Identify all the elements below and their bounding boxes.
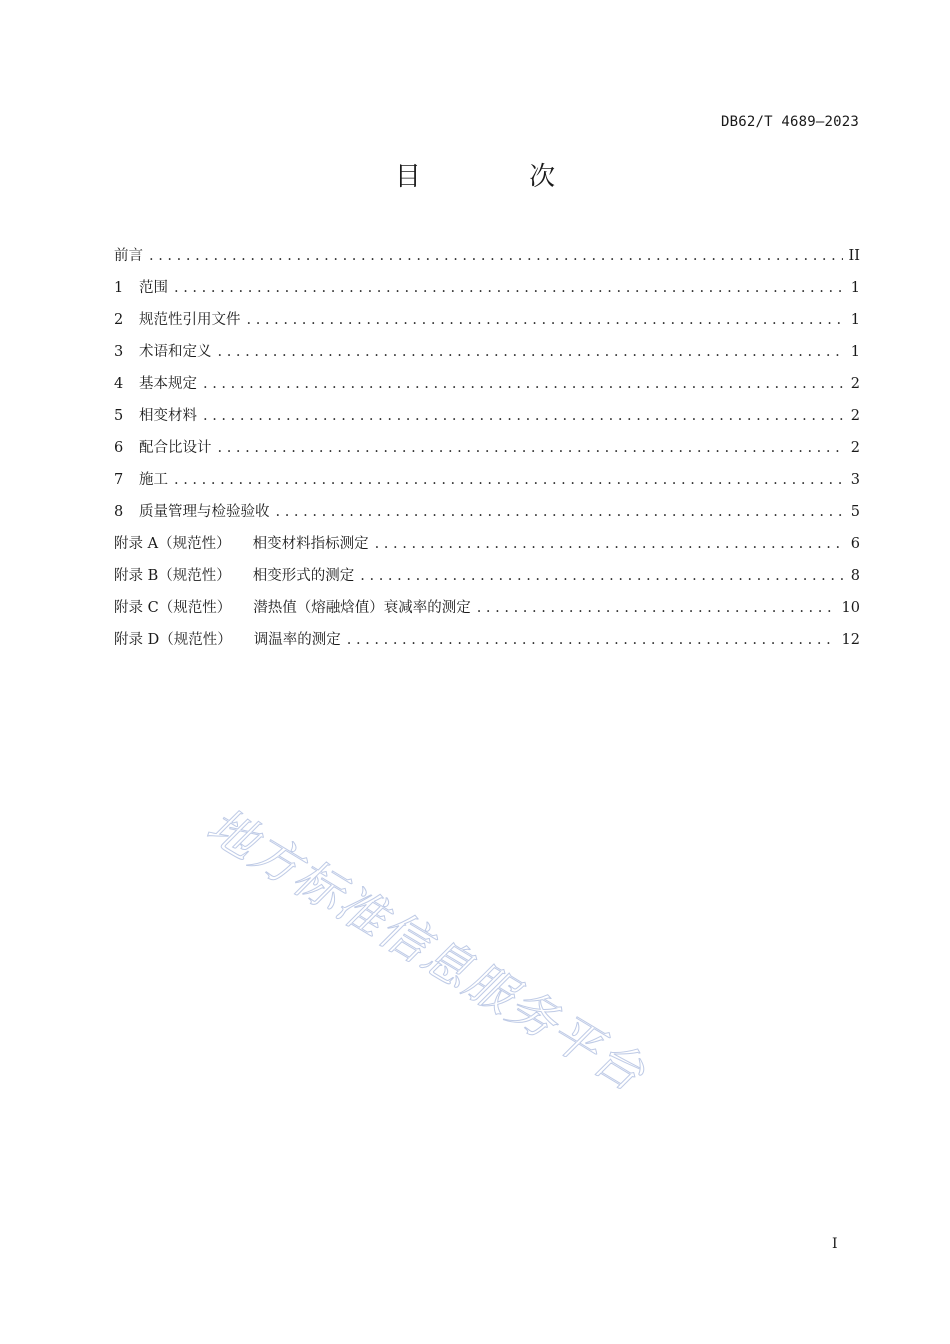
- toc-appendix-prefix: 附录 B（规范性）: [114, 568, 231, 584]
- toc-entry-number: 6: [114, 440, 124, 456]
- page-number: I: [832, 1236, 838, 1252]
- toc-dot-leader: [203, 372, 845, 396]
- toc-entry-label: 术语和定义: [139, 344, 212, 360]
- toc-entry-page: 2: [850, 376, 860, 392]
- toc-entry-number: 4: [114, 376, 124, 392]
- toc-entry-number: 7: [114, 472, 124, 488]
- standard-code: DB62/T 4689—2023: [720, 114, 859, 130]
- watermark: 地方标准信息服务平台: [197, 797, 655, 1103]
- toc-appendix-prefix: 附录 D（规范性）: [114, 632, 232, 648]
- toc-entry-appendix-c[interactable]: [114, 596, 860, 628]
- toc-entry-page: 3: [850, 472, 860, 488]
- toc-entry-label: 施工: [139, 472, 168, 488]
- toc-entry-page: 5: [850, 504, 860, 520]
- toc-entry-label: 规范性引用文件: [139, 312, 241, 328]
- toc-dot-leader: [218, 436, 845, 460]
- toc-entry-appendix-a[interactable]: [114, 532, 860, 564]
- toc-entry-page: 1: [850, 280, 860, 296]
- toc-entry-page: 12: [841, 632, 860, 648]
- toc-entry-scope[interactable]: [114, 276, 860, 308]
- toc-entry-phase-change-materials[interactable]: [114, 404, 860, 436]
- toc-appendix-prefix: 附录 A（规范性）: [114, 536, 231, 552]
- toc-entry-label: 质量管理与检验验收: [139, 504, 270, 520]
- toc-entry-label: 相变形式的测定: [252, 568, 355, 584]
- toc-dot-leader: [375, 532, 845, 556]
- toc-entry-page: 2: [850, 408, 860, 424]
- toc-entry-normative-references[interactable]: [114, 308, 860, 340]
- toc-dot-leader: [174, 468, 845, 492]
- toc-entry-terms-definitions[interactable]: [114, 340, 860, 372]
- toc-entry-label: 配合比设计: [139, 440, 212, 456]
- toc-entry-foreword[interactable]: [114, 244, 860, 276]
- toc-entry-label: 基本规定: [139, 376, 197, 392]
- toc-entry-number: 1: [114, 280, 124, 296]
- toc-entry-page: 1: [850, 344, 860, 360]
- toc-entry-number: 3: [114, 344, 124, 360]
- toc-entry-label: 相变材料指标测定: [252, 536, 369, 552]
- toc-dot-leader: [149, 244, 843, 268]
- toc-entry-appendix-d[interactable]: [114, 628, 860, 660]
- toc-entry-appendix-b[interactable]: [114, 564, 860, 596]
- toc-entry-page: II: [848, 248, 860, 264]
- toc-dot-leader: [203, 404, 845, 428]
- toc-dot-leader: [477, 596, 836, 620]
- toc-entry-label: 前言: [114, 248, 143, 264]
- toc-dot-leader: [174, 276, 845, 300]
- toc-entry-page: 6: [850, 536, 860, 552]
- toc-entry-quality-management[interactable]: [114, 500, 860, 532]
- toc-entry-page: 10: [841, 600, 860, 616]
- toc-entry-page: 8: [850, 568, 860, 584]
- toc-dot-leader: [276, 500, 845, 524]
- toc-entry-number: 5: [114, 408, 124, 424]
- toc-entry-mix-design[interactable]: [114, 436, 860, 468]
- toc-title: 目 次: [394, 162, 606, 192]
- toc-dot-leader: [218, 340, 845, 364]
- toc-entry-label: 相变材料: [139, 408, 197, 424]
- toc-entry-number: 8: [114, 504, 124, 520]
- toc-dot-leader: [347, 628, 836, 652]
- toc-entry-basic-provisions[interactable]: [114, 372, 860, 404]
- toc-dot-leader: [247, 308, 845, 332]
- table-of-contents: [114, 244, 860, 660]
- toc-entry-number: 2: [114, 312, 124, 328]
- toc-entry-page: 2: [850, 440, 860, 456]
- toc-appendix-prefix: 附录 C（规范性）: [114, 600, 232, 616]
- toc-dot-leader: [360, 564, 845, 588]
- toc-entry-label: 调温率的测定: [253, 632, 341, 648]
- toc-entry-page: 1: [850, 312, 860, 328]
- toc-entry-label: 潜热值（熔融焓值）衰减率的测定: [253, 600, 471, 616]
- toc-entry-construction[interactable]: [114, 468, 860, 500]
- toc-entry-label: 范围: [139, 280, 168, 296]
